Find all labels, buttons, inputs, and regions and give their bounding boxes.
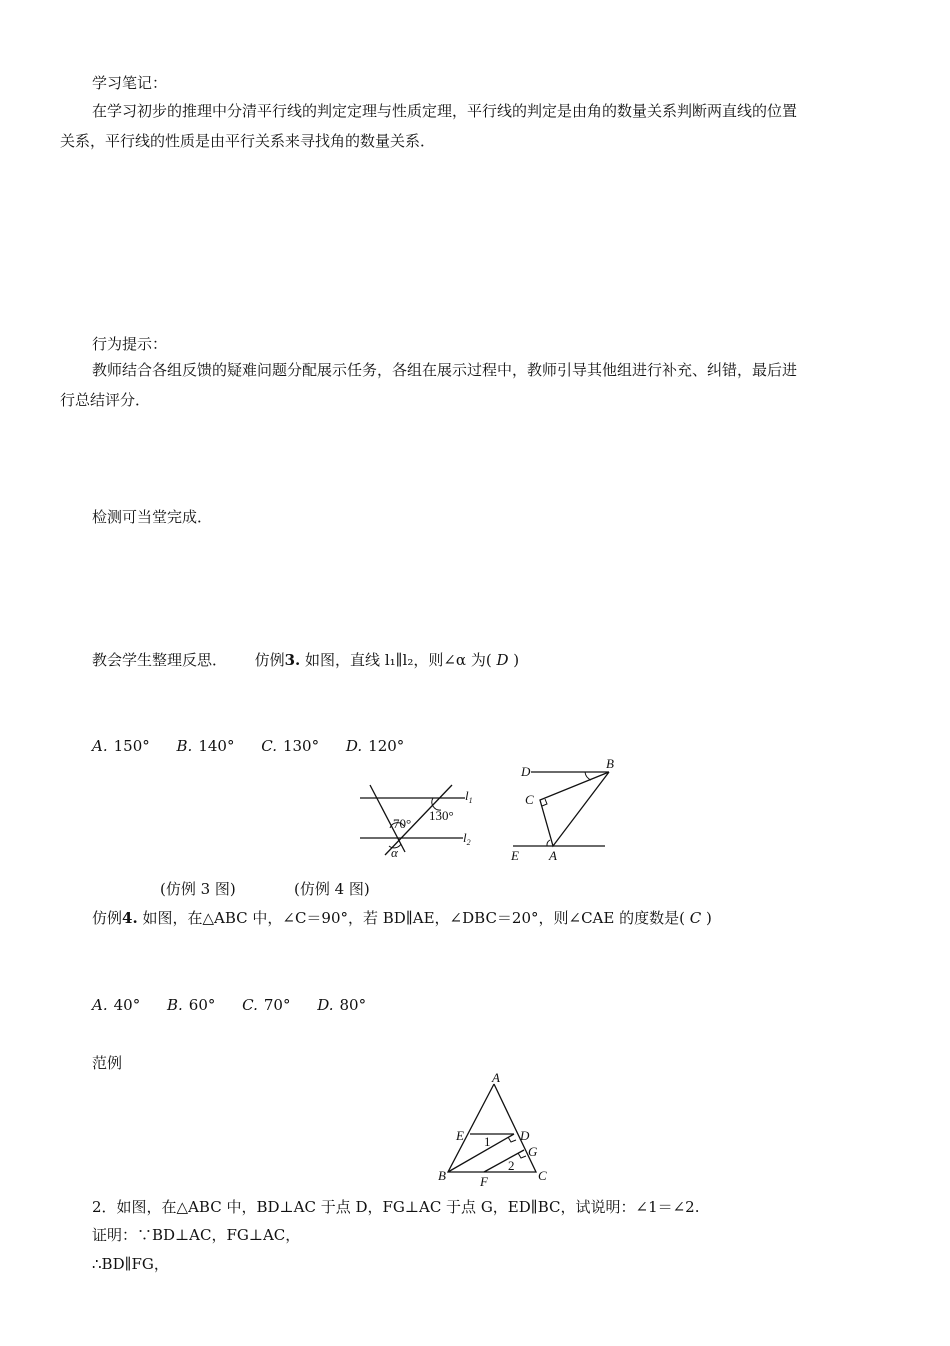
notes-body-line2: 关系，平行线的性质是由平行关系来寻找角的数量关系． (60, 132, 436, 150)
example-4-option-d: D. 80° (317, 996, 367, 1014)
figure3-caption: (仿例 3 图) (160, 880, 236, 898)
sample-title: 范例 (92, 1054, 123, 1072)
reflect-note: 教会学生整理反思． (92, 651, 228, 669)
figure4-label-e: E (511, 848, 519, 863)
example-4-close: ) (706, 909, 712, 927)
sample-label-a: A (492, 1070, 500, 1085)
sample-label-b: B (438, 1168, 446, 1183)
sample-figure (436, 1070, 556, 1188)
example-4-text: 如图，在△ABC 中，∠C＝90°，若 BD∥AE，∠DBC＝20°，则∠CAE 的度数是( (142, 909, 685, 927)
example-3-label: 仿例 (254, 651, 285, 669)
example-3-text: 如图，直线 l₁∥l₂，则∠α 为( (305, 651, 492, 669)
proof-line-1: 证明：∵BD⊥AC，FG⊥AC， (92, 1226, 301, 1244)
figure3-angle-130: 130° (429, 808, 454, 823)
example-3-option-d: D. 120° (345, 737, 405, 755)
example-3-number: 3. (284, 651, 301, 669)
example-4-number: 4. (122, 909, 138, 927)
sample-label-g: G (528, 1144, 538, 1159)
sample-label-d: D (520, 1128, 530, 1143)
example-3-option-a: A. 150° (92, 737, 150, 755)
figure4-caption: (仿例 4 图) (294, 880, 370, 898)
figure3-label-l1: $l_1$ (465, 788, 473, 805)
hint-body-line1: 教师结合各组反馈的疑难问题分配展示任务，各组在展示过程中，教师引导其他组进行补充、纠错，最后进 (92, 361, 798, 379)
example-4-options (92, 994, 388, 1016)
notes-title: 学习笔记： (92, 74, 168, 92)
proof-line-2: ∴BD∥FG， (92, 1255, 169, 1273)
example-3-close: ) (513, 651, 520, 669)
example-3-answer: D (496, 651, 509, 669)
example-4-option-a: A. 40° (92, 996, 141, 1014)
example-4-option-c: C. 70° (242, 996, 291, 1014)
hint-body-line2: 行总结评分． (60, 391, 151, 409)
example-4-option-b: B. 60° (166, 996, 216, 1014)
hint-title: 行为提示： (92, 335, 168, 353)
sample-label-e: E (456, 1128, 464, 1143)
sample-label-angle-1: 1 (484, 1134, 491, 1149)
example-3-options (92, 735, 426, 757)
figure3-angle-alpha: α (391, 845, 398, 860)
sample-problem: 2．如图，在△ABC 中，BD⊥AC 于点 D，FG⊥AC 于点 G，ED∥BC，试说明：∠1＝∠2. (92, 1198, 700, 1216)
example-4-answer: C (689, 909, 702, 927)
example-3-question (92, 649, 519, 671)
example-4-question (92, 907, 712, 929)
figure3-label-l2: $l_2$ (463, 830, 471, 847)
example-3-option-b: B. 140° (176, 737, 235, 755)
figure4-label-d: D (521, 764, 531, 779)
example-4-figure (505, 758, 615, 868)
figure3-angle-70: 70° (393, 816, 412, 831)
figure4-label-c: C (525, 792, 534, 807)
sample-label-angle-2: 2 (508, 1158, 515, 1173)
notes-body-line1: 在学习初步的推理中分清平行线的判定定理与性质定理，平行线的判定是由角的数量关系判断两直线的位置 (92, 102, 798, 120)
example-3-option-c: C. 130° (261, 737, 320, 755)
check-note: 检测可当堂完成． (92, 508, 213, 526)
figure4-label-a: A (549, 848, 557, 863)
sample-label-c: C (538, 1168, 547, 1183)
figure4-label-b: B (606, 758, 614, 771)
sample-label-f: F (480, 1174, 488, 1188)
example-4-label: 仿例 (92, 909, 123, 927)
example-3-figure (355, 780, 485, 860)
